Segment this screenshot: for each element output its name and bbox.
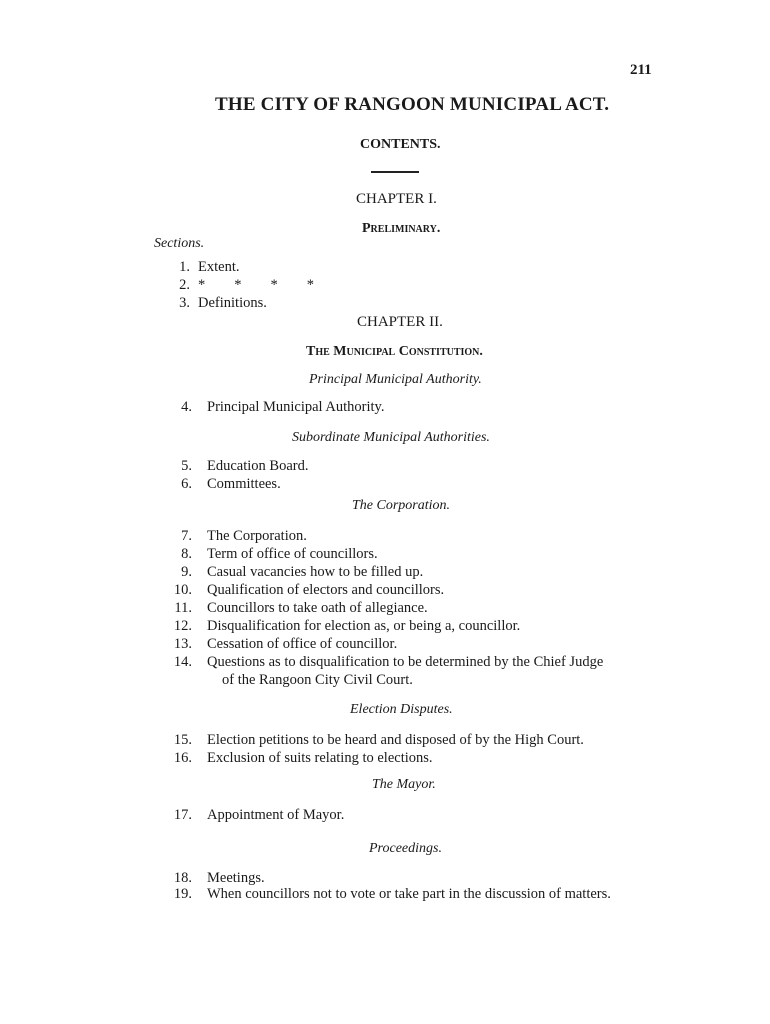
section-number: 3.: [179, 295, 190, 311]
section-number: 18.: [173, 870, 192, 886]
chapter-1-subtitle: Preliminary.: [362, 221, 441, 236]
section-row: [0, 399, 770, 417]
chapter-1-title: CHAPTER I.: [356, 191, 437, 207]
section-number: 1.: [179, 259, 190, 275]
group-heading: Proceedings.: [369, 841, 442, 856]
section-row: [0, 259, 770, 277]
section-number: 8.: [181, 546, 192, 562]
section-number: 5.: [181, 458, 192, 474]
group-heading: Principal Municipal Authority.: [309, 372, 482, 387]
section-number: 7.: [181, 528, 192, 544]
section-title: Appointment of Mayor.: [207, 807, 345, 823]
section-title: Principal Municipal Authority.: [207, 399, 385, 415]
section-title-continuation: of the Rangoon City Civil Court.: [222, 672, 413, 688]
section-row: [0, 582, 770, 600]
section-row: [0, 295, 770, 313]
section-title: Committees.: [207, 476, 281, 492]
group-heading: The Corporation.: [352, 498, 451, 513]
section-row: [0, 807, 770, 825]
section-title: Extent.: [198, 259, 240, 275]
section-number: 4.: [181, 399, 192, 415]
section-title: Questions as to disqualification to be determined by the Chief Judge: [207, 654, 604, 670]
section-row: [0, 277, 770, 295]
section-title: Casual vacancies how to be filled up.: [207, 564, 424, 580]
section-row: [0, 636, 770, 654]
section-title: Cessation of office of councillor.: [207, 636, 398, 652]
section-number: 10.: [173, 582, 192, 598]
section-row: [0, 732, 770, 750]
section-title: Qualification of electors and councillors.: [207, 582, 445, 598]
section-title: The Corporation.: [207, 528, 307, 544]
page-number: 211: [630, 62, 652, 78]
section-title: Meetings.: [207, 870, 265, 886]
section-number: 11.: [174, 600, 192, 616]
chapter-2-subtitle: The Municipal Constitution.: [306, 344, 483, 359]
section-row: [0, 654, 770, 690]
chapter-2-title: CHAPTER II.: [357, 314, 443, 330]
section-row: [0, 528, 770, 546]
section-title: Term of office of councillors.: [207, 546, 378, 562]
section-number: 12.: [173, 618, 192, 634]
divider-rule: [371, 171, 419, 173]
section-row: [0, 476, 770, 494]
section-row: [0, 618, 770, 636]
section-row: [0, 750, 770, 768]
section-row: [0, 458, 770, 476]
group-heading: Subordinate Municipal Authorities.: [292, 430, 490, 445]
section-title: * * * *: [198, 277, 314, 293]
section-number: 14.: [173, 654, 192, 670]
section-title: Definitions.: [198, 295, 267, 311]
document-title: THE CITY OF RANGOON MUNICIPAL ACT.: [215, 94, 610, 115]
section-number: 17.: [173, 807, 192, 823]
section-number: 13.: [173, 636, 192, 652]
section-number: 16.: [173, 750, 192, 766]
section-number: 2.: [179, 277, 190, 293]
section-row: [0, 546, 770, 564]
section-number: 9.: [181, 564, 192, 580]
section-title: Councillors to take oath of allegiance.: [207, 600, 428, 616]
section-row: [0, 600, 770, 618]
group-heading: Election Disputes.: [350, 702, 453, 717]
section-number: 6.: [181, 476, 192, 492]
group-heading: The Mayor.: [372, 777, 436, 792]
contents-heading: CONTENTS.: [360, 137, 441, 152]
section-title: Education Board.: [207, 458, 309, 474]
section-number: 15.: [173, 732, 192, 748]
section-title: When councillors not to vote or take part in the discussion of matters.: [207, 886, 611, 902]
section-title: Exclusion of suits relating to elections.: [207, 750, 433, 766]
section-title: Disqualification for election as, or being a, councillor.: [207, 618, 521, 634]
section-row: [0, 886, 770, 904]
section-title: Election petitions to be heard and disposed of by the High Court.: [207, 732, 584, 748]
section-row: [0, 564, 770, 582]
section-number: 19.: [173, 886, 192, 902]
sections-label: Sections.: [154, 236, 205, 251]
